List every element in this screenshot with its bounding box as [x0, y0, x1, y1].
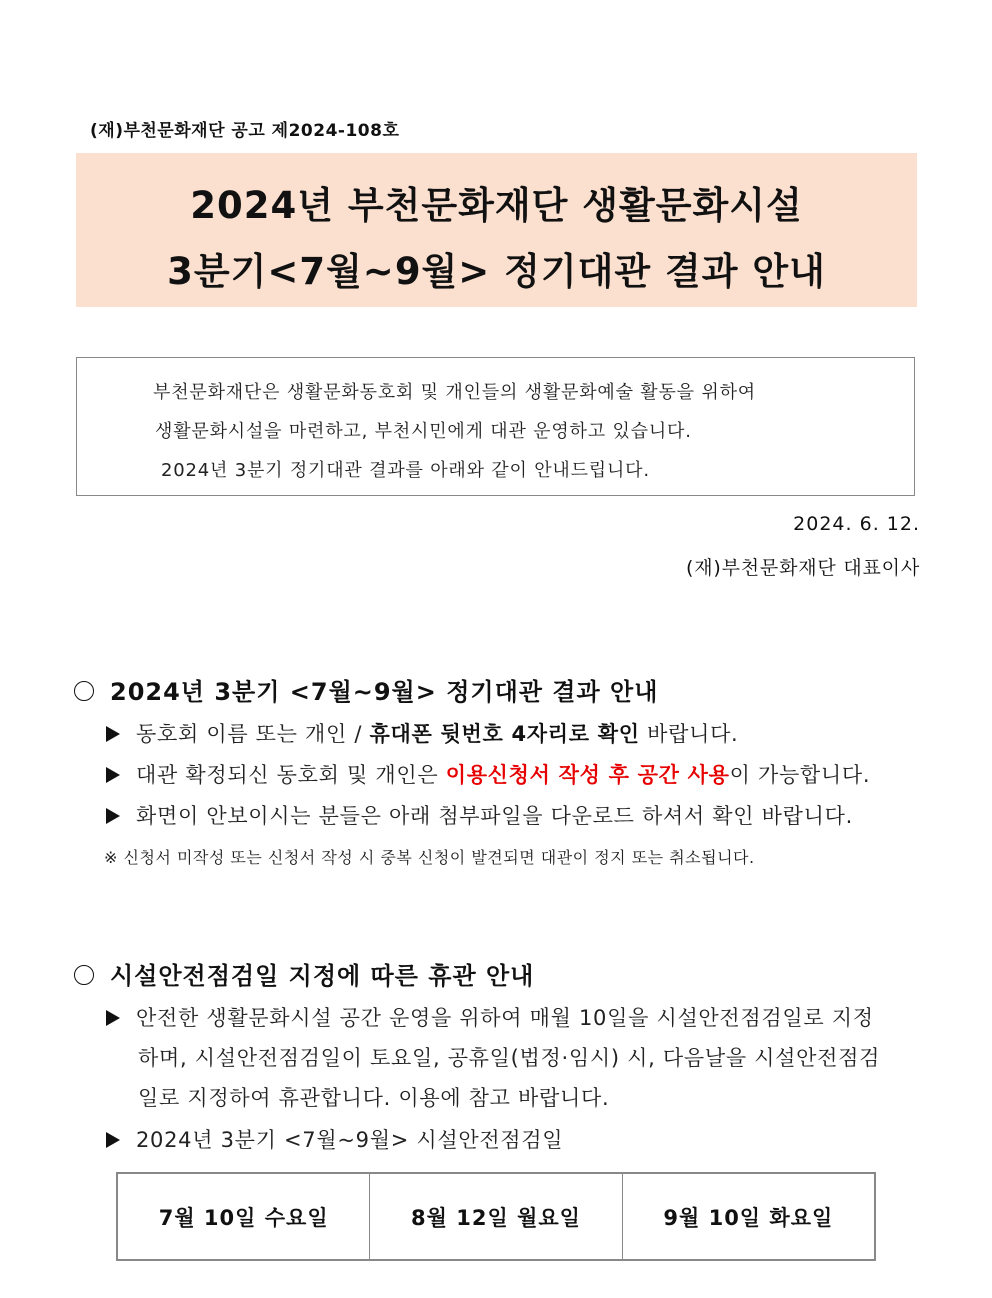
bullet-3	[106, 800, 853, 830]
intro-line-2: 생활문화시설을 마련하고, 부천시민에게 대관 운영하고 있습니다.	[155, 421, 692, 442]
bullet-3-text: 화면이 안보이시는 분들은 아래 첨부파일을 다운로드 하셔서 확인 바랍니다.	[136, 804, 853, 828]
bullet-1	[106, 718, 738, 748]
closure-line-2: 하며, 시설안전점검일이 토요일, 공휴일(법정·임시) 시, 다음날을 시설안전점검	[138, 1046, 881, 1070]
inspection-date-cell: 9월 10일 화요일	[663, 1205, 834, 1230]
inspection-date-cell: 8월 12일 월요일	[370, 1174, 622, 1259]
inspection-date-cell: 7월 10일 수요일	[118, 1174, 370, 1259]
bullet-1-emphasis: 휴대폰 뒷번호 4자리로 확인	[369, 722, 640, 746]
signer: (재)부천문화재단 대표이사	[686, 557, 920, 579]
section-1-heading-text: 2024년 3분기 <7월~9월> 정기대관 결과 안내	[110, 678, 659, 706]
bullet-2-text: 대관 확정되신 동호회 및 개인은	[136, 763, 446, 787]
section-2-heading	[74, 956, 534, 991]
closure-line-1	[106, 1002, 874, 1032]
notice-date: 2024. 6. 12.	[793, 513, 920, 535]
title-line-2: 3분기<7월~9월> 정기대관 결과 안내	[167, 250, 826, 293]
bullet-2	[106, 759, 870, 789]
bullet-1-text: 동호회 이름 또는 개인 /	[136, 722, 370, 746]
bullet-2-tail: 이 가능합니다.	[729, 763, 871, 787]
section-1-heading	[74, 672, 658, 707]
notice-number: (재)부천문화재단 공고 제2024-108호	[90, 121, 400, 141]
triangle-right-icon	[106, 767, 120, 783]
intro-line-3: 2024년 3분기 정기대관 결과를 아래와 같이 안내드립니다.	[161, 460, 650, 481]
circle-icon	[74, 681, 94, 701]
closure-line-1-text: 안전한 생활문화시설 공간 운영을 위하여 매월 10일을 시설안전점검일로 지정	[136, 1006, 874, 1030]
circle-icon	[74, 965, 94, 985]
intro-line-1: 부천문화재단은 생활문화동호회 및 개인들의 생활문화예술 활동을 위하여	[153, 382, 756, 403]
triangle-right-icon	[106, 1132, 120, 1148]
section-2-heading-text: 시설안전점검일 지정에 따른 휴관 안내	[110, 962, 535, 990]
closure-line-3: 일로 지정하여 휴관합니다. 이용에 참고 바랍니다.	[138, 1086, 610, 1110]
bullet-inspection-dates	[106, 1124, 563, 1154]
title-line-1: 2024년 부천문화재단 생활문화시설	[190, 184, 803, 227]
triangle-right-icon	[106, 1010, 120, 1026]
inspection-dates-table	[116, 1172, 876, 1261]
intro-box	[76, 357, 915, 496]
triangle-right-icon	[106, 726, 120, 742]
bullet-1-tail: 바랍니다.	[639, 722, 739, 746]
note-text: ※ 신청서 미작성 또는 신청서 작성 시 중복 신청이 발견되면 대관이 정지 또는 취소됩니다.	[104, 848, 755, 867]
title-banner	[76, 153, 917, 307]
bullet-2-highlight: 이용신청서 작성 후 공간 사용	[445, 763, 730, 787]
triangle-right-icon	[106, 808, 120, 824]
inspection-dates-label: 2024년 3분기 <7월~9월> 시설안전점검일	[136, 1128, 564, 1152]
